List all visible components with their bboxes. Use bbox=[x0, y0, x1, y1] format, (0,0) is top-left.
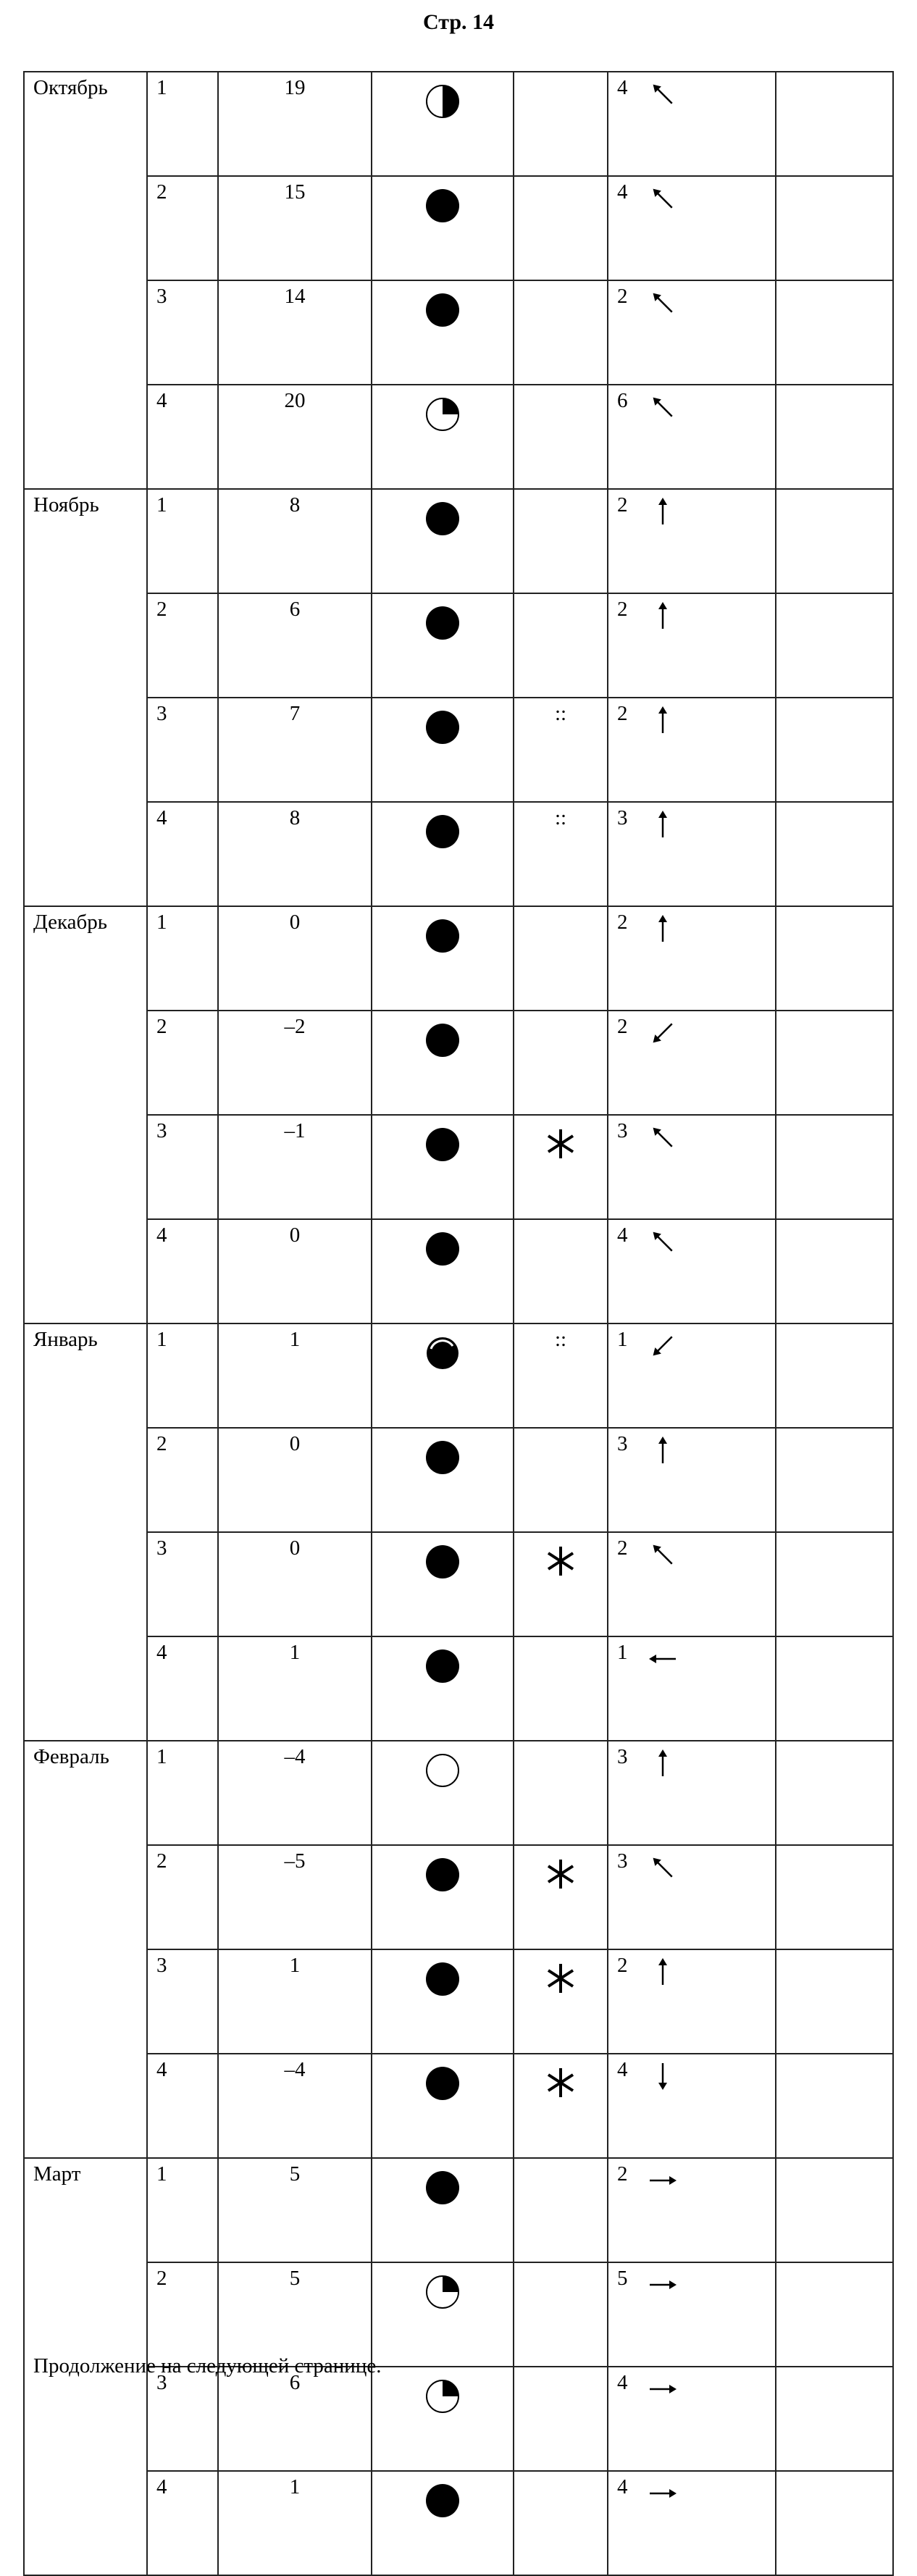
overcast-icon bbox=[424, 1647, 461, 1691]
week-number: 1 bbox=[147, 489, 218, 593]
table-row bbox=[24, 2471, 893, 2575]
wind-cell bbox=[608, 1845, 776, 1949]
precipitation-cell bbox=[514, 72, 608, 176]
table-row bbox=[24, 1532, 893, 1636]
week-number: 3 bbox=[147, 280, 218, 385]
wind-speed: 4 bbox=[617, 76, 628, 99]
week-number: 2 bbox=[147, 593, 218, 698]
wind-speed: 1 bbox=[617, 1641, 628, 1664]
cloud-cover-cell bbox=[372, 698, 514, 802]
precipitation-cell bbox=[514, 802, 608, 906]
precipitation-cell bbox=[514, 1949, 608, 2054]
wind-speed: 4 bbox=[617, 1224, 628, 1247]
snow-icon bbox=[544, 1127, 577, 1166]
table-row bbox=[24, 280, 893, 385]
arrow-up-icon bbox=[647, 808, 679, 846]
wind-speed: 2 bbox=[617, 911, 628, 934]
notes-cell bbox=[776, 2054, 893, 2158]
table-row bbox=[24, 2054, 893, 2158]
precipitation-cell bbox=[514, 1011, 608, 1115]
overcast-icon bbox=[424, 500, 461, 543]
table-row bbox=[24, 489, 893, 593]
cloud-cover-cell bbox=[372, 1741, 514, 1845]
week-number: 2 bbox=[147, 1011, 218, 1115]
week-number: 1 bbox=[147, 72, 218, 176]
week-number: 1 bbox=[147, 1323, 218, 1428]
temperature: 1 bbox=[218, 1636, 372, 1741]
temperature: 5 bbox=[218, 2262, 372, 2367]
overcast-icon bbox=[424, 2065, 461, 2108]
table-row bbox=[24, 2262, 893, 2367]
cloud-cover-cell bbox=[372, 2367, 514, 2471]
wind-cell bbox=[608, 802, 776, 906]
wind-speed: 2 bbox=[617, 1536, 628, 1560]
precipitation-cell bbox=[514, 593, 608, 698]
temperature: 8 bbox=[218, 489, 372, 593]
wind-cell bbox=[608, 280, 776, 385]
arrow-right-icon bbox=[647, 2165, 679, 2202]
rain-mark: :: bbox=[554, 702, 567, 725]
precipitation-cell bbox=[514, 2367, 608, 2471]
clear-icon bbox=[424, 1752, 461, 1795]
overcast-icon bbox=[424, 2169, 461, 2212]
cloud-cover-cell bbox=[372, 385, 514, 489]
cloud-cover-cell bbox=[372, 2471, 514, 2575]
wind-cell bbox=[608, 489, 776, 593]
cloud-cover-cell bbox=[372, 1115, 514, 1219]
cloud-cover-cell bbox=[372, 1011, 514, 1115]
arrow-up-left-icon bbox=[647, 1226, 679, 1263]
wind-cell bbox=[608, 1741, 776, 1845]
precipitation-cell bbox=[514, 176, 608, 280]
precipitation-cell bbox=[514, 1532, 608, 1636]
partly-cloudy-icon bbox=[424, 2273, 461, 2317]
arrow-down-left-icon bbox=[647, 1017, 679, 1055]
week-number: 2 bbox=[147, 2262, 218, 2367]
wind-speed: 6 bbox=[617, 389, 628, 412]
wind-cell bbox=[608, 2054, 776, 2158]
wind-speed: 2 bbox=[617, 2162, 628, 2186]
temperature: 14 bbox=[218, 280, 372, 385]
cloud-cover-cell bbox=[372, 280, 514, 385]
table-row bbox=[24, 1323, 893, 1428]
cloud-cover-cell bbox=[372, 1845, 514, 1949]
arrow-up-icon bbox=[647, 1434, 679, 1472]
wind-speed: 4 bbox=[617, 2475, 628, 2498]
temperature: –1 bbox=[218, 1115, 372, 1219]
precipitation-cell bbox=[514, 1219, 608, 1323]
table-row bbox=[24, 72, 893, 176]
overcast-icon bbox=[424, 813, 461, 856]
cloud-cover-cell bbox=[372, 2262, 514, 2367]
month-name: Октябрь bbox=[24, 72, 147, 489]
notes-cell bbox=[776, 1219, 893, 1323]
overcast-icon bbox=[424, 1960, 461, 2004]
week-number: 4 bbox=[147, 802, 218, 906]
precipitation-cell bbox=[514, 280, 608, 385]
wind-speed: 5 bbox=[617, 2267, 628, 2290]
table-row bbox=[24, 593, 893, 698]
half-cloudy-icon bbox=[424, 83, 461, 126]
temperature: –4 bbox=[218, 1741, 372, 1845]
wind-speed: 2 bbox=[617, 1954, 628, 1977]
temperature: 0 bbox=[218, 1428, 372, 1532]
temperature: 19 bbox=[218, 72, 372, 176]
temperature: 0 bbox=[218, 1219, 372, 1323]
wind-speed: 2 bbox=[617, 598, 628, 621]
wind-speed: 4 bbox=[617, 180, 628, 204]
arrow-up-left-icon bbox=[647, 1539, 679, 1576]
temperature: 5 bbox=[218, 2158, 372, 2262]
arrow-up-left-icon bbox=[647, 391, 679, 429]
overcast-icon bbox=[424, 1021, 461, 1065]
table-row bbox=[24, 385, 893, 489]
notes-cell bbox=[776, 802, 893, 906]
week-number: 4 bbox=[147, 2471, 218, 2575]
table-row bbox=[24, 1636, 893, 1741]
arrow-up-icon bbox=[647, 1747, 679, 1785]
cloud-cover-cell bbox=[372, 2158, 514, 2262]
precipitation-cell bbox=[514, 1428, 608, 1532]
wind-cell bbox=[608, 1949, 776, 2054]
arrow-up-left-icon bbox=[647, 287, 679, 325]
week-number: 3 bbox=[147, 2367, 218, 2471]
arrow-down-icon bbox=[647, 2060, 679, 2098]
wind-cell bbox=[608, 906, 776, 1011]
month-name: Январь bbox=[24, 1323, 147, 1741]
precipitation-cell bbox=[514, 489, 608, 593]
notes-cell bbox=[776, 1428, 893, 1532]
month-name: Февраль bbox=[24, 1741, 147, 2158]
month-name: Декабрь bbox=[24, 906, 147, 1323]
overcast-icon bbox=[424, 604, 461, 648]
arrow-up-icon bbox=[647, 704, 679, 742]
week-number: 1 bbox=[147, 1741, 218, 1845]
wind-cell bbox=[608, 1011, 776, 1115]
wind-cell bbox=[608, 176, 776, 280]
overcast-icon bbox=[424, 708, 461, 752]
wind-speed: 4 bbox=[617, 2371, 628, 2394]
cloud-cover-cell bbox=[372, 72, 514, 176]
temperature: 8 bbox=[218, 802, 372, 906]
cloud-cover-cell bbox=[372, 593, 514, 698]
month-name: Ноябрь bbox=[24, 489, 147, 906]
cloud-cover-cell bbox=[372, 1949, 514, 2054]
overcast-icon bbox=[424, 187, 461, 230]
wind-cell bbox=[608, 2367, 776, 2471]
notes-cell bbox=[776, 1115, 893, 1219]
table-row bbox=[24, 1011, 893, 1115]
overcast-icon bbox=[424, 917, 461, 961]
wind-cell bbox=[608, 1636, 776, 1741]
wind-speed: 2 bbox=[617, 1015, 628, 1038]
precipitation-cell bbox=[514, 698, 608, 802]
arrow-up-left-icon bbox=[647, 183, 679, 220]
mostly-cloudy-icon bbox=[424, 1334, 461, 1378]
notes-cell bbox=[776, 2158, 893, 2262]
arrow-left-icon bbox=[647, 1643, 679, 1681]
temperature: –4 bbox=[218, 2054, 372, 2158]
notes-cell bbox=[776, 698, 893, 802]
arrow-up-icon bbox=[647, 1956, 679, 1994]
precipitation-cell bbox=[514, 385, 608, 489]
cloud-cover-cell bbox=[372, 1323, 514, 1428]
snow-icon bbox=[544, 1857, 577, 1897]
arrow-right-icon bbox=[647, 2269, 679, 2307]
arrow-right-icon bbox=[647, 2373, 679, 2411]
temperature: 0 bbox=[218, 906, 372, 1011]
precipitation-cell bbox=[514, 2262, 608, 2367]
table-row bbox=[24, 2158, 893, 2262]
notes-cell bbox=[776, 176, 893, 280]
notes-cell bbox=[776, 1323, 893, 1428]
wind-cell bbox=[608, 698, 776, 802]
table-row bbox=[24, 1428, 893, 1532]
precipitation-cell bbox=[514, 2158, 608, 2262]
notes-cell bbox=[776, 1741, 893, 1845]
notes-cell bbox=[776, 1636, 893, 1741]
partly-cloudy-icon bbox=[424, 2378, 461, 2421]
table-row bbox=[24, 802, 893, 906]
arrow-up-left-icon bbox=[647, 78, 679, 116]
temperature: 1 bbox=[218, 2471, 372, 2575]
table-row bbox=[24, 1115, 893, 1219]
precipitation-cell bbox=[514, 2054, 608, 2158]
precipitation-cell bbox=[514, 1323, 608, 1428]
wind-speed: 1 bbox=[617, 1328, 628, 1351]
notes-cell bbox=[776, 593, 893, 698]
table-row bbox=[24, 1949, 893, 2054]
precipitation-cell bbox=[514, 2471, 608, 2575]
week-number: 4 bbox=[147, 1636, 218, 1741]
cloud-cover-cell bbox=[372, 1532, 514, 1636]
wind-cell bbox=[608, 2471, 776, 2575]
wind-cell bbox=[608, 72, 776, 176]
notes-cell bbox=[776, 2367, 893, 2471]
table-row bbox=[24, 906, 893, 1011]
week-number: 2 bbox=[147, 1428, 218, 1532]
wind-speed: 2 bbox=[617, 285, 628, 308]
arrow-up-icon bbox=[647, 495, 679, 533]
notes-cell bbox=[776, 2471, 893, 2575]
arrow-up-left-icon bbox=[647, 1852, 679, 1889]
arrow-up-icon bbox=[647, 600, 679, 637]
overcast-icon bbox=[424, 1543, 461, 1586]
rain-mark: :: bbox=[554, 1328, 567, 1351]
notes-cell bbox=[776, 1845, 893, 1949]
week-number: 4 bbox=[147, 385, 218, 489]
notes-cell bbox=[776, 280, 893, 385]
table-row bbox=[24, 698, 893, 802]
temperature: 7 bbox=[218, 698, 372, 802]
table-row bbox=[24, 1845, 893, 1949]
temperature: 6 bbox=[218, 593, 372, 698]
notes-cell bbox=[776, 1011, 893, 1115]
wind-cell bbox=[608, 1532, 776, 1636]
week-number: 1 bbox=[147, 906, 218, 1011]
wind-speed: 2 bbox=[617, 702, 628, 725]
snow-icon bbox=[544, 2066, 577, 2105]
cloud-cover-cell bbox=[372, 176, 514, 280]
continuation-note: Продолжение на следующей странице. bbox=[33, 2354, 382, 2378]
week-number: 1 bbox=[147, 2158, 218, 2262]
wind-cell bbox=[608, 2158, 776, 2262]
table-row bbox=[24, 1219, 893, 1323]
temperature: –5 bbox=[218, 1845, 372, 1949]
week-number: 4 bbox=[147, 2054, 218, 2158]
cloud-cover-cell bbox=[372, 1636, 514, 1741]
notes-cell bbox=[776, 489, 893, 593]
partly-cloudy-icon bbox=[424, 396, 461, 439]
snow-icon bbox=[544, 1544, 577, 1584]
wind-cell bbox=[608, 1115, 776, 1219]
notes-cell bbox=[776, 2262, 893, 2367]
table-body bbox=[24, 72, 893, 2575]
wind-speed: 3 bbox=[617, 806, 628, 829]
snow-icon bbox=[544, 1962, 577, 2001]
month-name: Март bbox=[24, 2158, 147, 2575]
week-number: 3 bbox=[147, 698, 218, 802]
wind-speed: 2 bbox=[617, 493, 628, 517]
wind-cell bbox=[608, 385, 776, 489]
table-row bbox=[24, 176, 893, 280]
temperature: 1 bbox=[218, 1323, 372, 1428]
wind-cell bbox=[608, 2262, 776, 2367]
overcast-icon bbox=[424, 1126, 461, 1169]
wind-speed: 3 bbox=[617, 1745, 628, 1768]
notes-cell bbox=[776, 385, 893, 489]
page-title: Стр. 14 bbox=[422, 10, 495, 34]
week-number: 3 bbox=[147, 1949, 218, 2054]
temperature: 20 bbox=[218, 385, 372, 489]
precipitation-cell bbox=[514, 1741, 608, 1845]
precipitation-cell bbox=[514, 1845, 608, 1949]
wind-cell bbox=[608, 593, 776, 698]
wind-cell bbox=[608, 1219, 776, 1323]
week-number: 3 bbox=[147, 1115, 218, 1219]
notes-cell bbox=[776, 1949, 893, 2054]
precipitation-cell bbox=[514, 1636, 608, 1741]
cloud-cover-cell bbox=[372, 1428, 514, 1532]
week-number: 4 bbox=[147, 1219, 218, 1323]
wind-speed: 3 bbox=[617, 1432, 628, 1455]
precipitation-cell bbox=[514, 906, 608, 1011]
rain-mark: :: bbox=[554, 806, 567, 829]
arrow-up-icon bbox=[647, 913, 679, 950]
temperature: –2 bbox=[218, 1011, 372, 1115]
notes-cell bbox=[776, 1532, 893, 1636]
temperature: 0 bbox=[218, 1532, 372, 1636]
overcast-icon bbox=[424, 1230, 461, 1274]
arrow-up-left-icon bbox=[647, 1121, 679, 1159]
cloud-cover-cell bbox=[372, 802, 514, 906]
overcast-icon bbox=[424, 291, 461, 335]
temperature: 1 bbox=[218, 1949, 372, 2054]
precipitation-cell bbox=[514, 1115, 608, 1219]
overcast-icon bbox=[424, 1856, 461, 1899]
notes-cell bbox=[776, 72, 893, 176]
notes-cell bbox=[776, 906, 893, 1011]
temperature: 6 bbox=[218, 2367, 372, 2471]
wind-speed: 4 bbox=[617, 2058, 628, 2081]
arrow-down-left-icon bbox=[647, 1330, 679, 1368]
week-number: 3 bbox=[147, 1532, 218, 1636]
table-row bbox=[24, 1741, 893, 1845]
week-number: 2 bbox=[147, 176, 218, 280]
table-row bbox=[24, 2367, 893, 2471]
wind-speed: 3 bbox=[617, 1849, 628, 1873]
overcast-icon bbox=[424, 1439, 461, 1482]
overcast-icon bbox=[424, 2482, 461, 2525]
arrow-right-icon bbox=[647, 2477, 679, 2515]
cloud-cover-cell bbox=[372, 906, 514, 1011]
weather-diary-table bbox=[23, 71, 894, 2576]
cloud-cover-cell bbox=[372, 1219, 514, 1323]
cloud-cover-cell bbox=[372, 2054, 514, 2158]
wind-speed: 3 bbox=[617, 1119, 628, 1142]
temperature: 15 bbox=[218, 176, 372, 280]
week-number: 2 bbox=[147, 1845, 218, 1949]
wind-cell bbox=[608, 1428, 776, 1532]
cloud-cover-cell bbox=[372, 489, 514, 593]
wind-cell bbox=[608, 1323, 776, 1428]
